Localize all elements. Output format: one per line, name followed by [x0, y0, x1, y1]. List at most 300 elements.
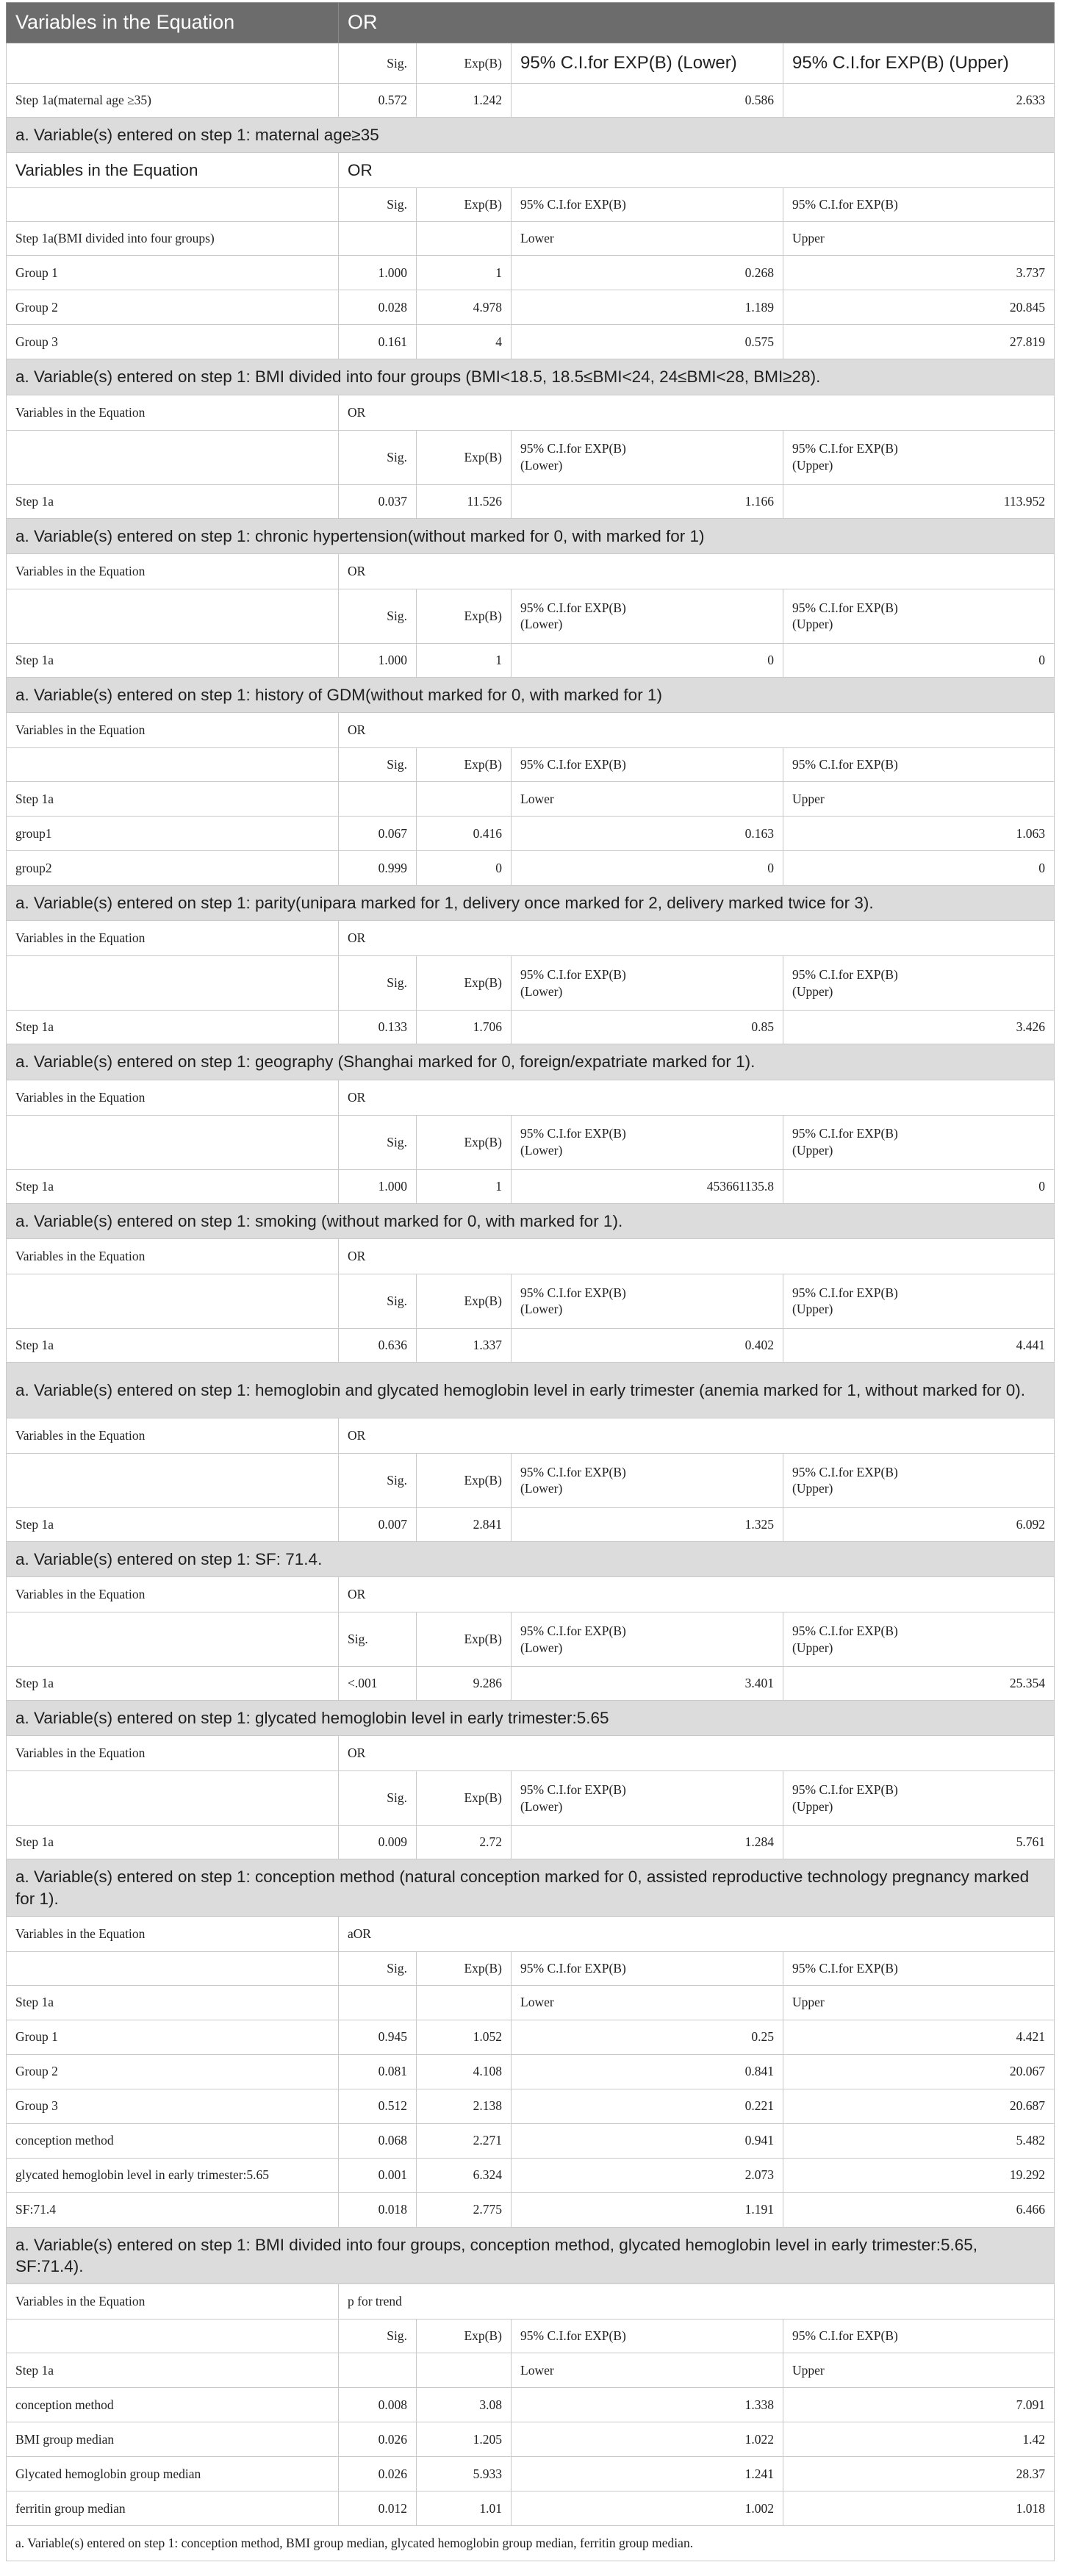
cell-ci-lower: 0.268	[512, 256, 783, 290]
cell-exp-b: 5.933	[417, 2457, 512, 2491]
column-header-ci-lower: 95% C.I.for EXP(B)	[512, 748, 783, 782]
cell-ci-upper: 0	[783, 643, 1055, 677]
table-row	[7, 2089, 1055, 2123]
section-header-label: Variables in the Equation	[7, 1418, 339, 1453]
table-row	[7, 1985, 1055, 2020]
table-column-header-row	[7, 589, 1055, 643]
table-row	[7, 2491, 1055, 2526]
table-footnote: a. Variable(s) entered on step 1: SF: 71.4.	[7, 1541, 1055, 1576]
table-row	[7, 817, 1055, 851]
table-row	[7, 2054, 1055, 2089]
cell-sig: 0.081	[339, 2054, 417, 2089]
table-footnote: a. Variable(s) entered on step 1: maternal age≥35	[7, 118, 1055, 153]
column-header-ci-lower: 95% C.I.for EXP(B) (Lower)	[512, 43, 783, 84]
cell-sig: 0.037	[339, 484, 417, 518]
table-column-header-row	[7, 1115, 1055, 1169]
cell-variable: Step 1a	[7, 2353, 339, 2388]
cell-ci-lower: 453661135.8	[512, 1169, 783, 1203]
table-footnote: a. Variable(s) entered on step 1: BMI divided into four groups (BMI<18.5, 18.5≤BMI<24, 24≤BMI<28, BMI≥28).	[7, 359, 1055, 395]
cell-sig: 0.008	[339, 2388, 417, 2422]
cell-exp-b: 4	[417, 325, 512, 359]
table-row	[7, 2158, 1055, 2192]
cell-sig: 0.028	[339, 290, 417, 325]
section-header-label: Variables in the Equation	[7, 153, 339, 188]
cell-ci-lower: 0.163	[512, 817, 783, 851]
cell-ci-upper: 5.761	[783, 1826, 1055, 1859]
cell-ci-lower: 0.575	[512, 325, 783, 359]
cell-exp-b: 2.138	[417, 2089, 512, 2123]
cell-ci-lower: Lower	[512, 222, 783, 256]
cell-sig: 0.026	[339, 2422, 417, 2457]
cell-variable: Step 1a	[7, 484, 339, 518]
cell-variable: Group 3	[7, 2089, 339, 2123]
cell-ci-upper: 28.37	[783, 2457, 1055, 2491]
column-header-exp-b: Exp(B)	[417, 430, 512, 484]
table-footnote: a. Variable(s) entered on step 1: hemoglobin and glycated hemoglobin level in early trimester (anemia marked for 1, without marked for 0).	[7, 1362, 1055, 1418]
cell-exp-b: 2.841	[417, 1507, 512, 1541]
section-header-label: Variables in the Equation	[7, 1916, 339, 1951]
cell-variable: Group 1	[7, 256, 339, 290]
table-footnote-row	[7, 518, 1055, 553]
column-header-ci-lower: 95% C.I.for EXP(B)	[512, 1951, 783, 1985]
column-header-ci-lower: 95% C.I.for EXP(B)	[512, 188, 783, 222]
table-row	[7, 851, 1055, 886]
table-row	[7, 2192, 1055, 2227]
cell-ci-lower: 1.166	[512, 484, 783, 518]
table-section-header-row	[7, 3, 1055, 43]
cell-sig: 0.068	[339, 2123, 417, 2158]
column-header-variable	[7, 1453, 339, 1507]
cell-exp-b: 2.72	[417, 1826, 512, 1859]
column-header-exp-b: Exp(B)	[417, 956, 512, 1011]
cell-variable: Step 1a	[7, 1011, 339, 1044]
cell-ci-lower: 3.401	[512, 1667, 783, 1701]
table-column-header-row	[7, 43, 1055, 84]
cell-ci-upper: 25.354	[783, 1667, 1055, 1701]
column-header-ci-lower: 95% C.I.for EXP(B)	[512, 2320, 783, 2353]
cell-ci-lower: 1.284	[512, 1826, 783, 1859]
cell-variable: Step 1a	[7, 1328, 339, 1362]
column-header-ci-upper: 95% C.I.for EXP(B)	[783, 748, 1055, 782]
table-column-header-row	[7, 1951, 1055, 1985]
column-header-sig: Sig.	[339, 2320, 417, 2353]
table-row	[7, 290, 1055, 325]
cell-ci-upper: 0	[783, 851, 1055, 886]
column-header-sig: Sig.	[339, 430, 417, 484]
section-header-measure: aOR	[339, 1916, 1055, 1951]
column-header-exp-b: Exp(B)	[417, 1951, 512, 1985]
column-header-exp-b: Exp(B)	[417, 1612, 512, 1667]
table-footnote-row	[7, 886, 1055, 921]
table-section-header-row	[7, 2284, 1055, 2320]
table-section-header-row	[7, 1080, 1055, 1115]
column-header-ci-upper: 95% C.I.for EXP(B) (Upper)	[783, 1771, 1055, 1826]
cell-variable: Group 2	[7, 290, 339, 325]
table-column-header-row	[7, 1453, 1055, 1507]
cell-sig: 0.999	[339, 851, 417, 886]
section-header-label: Variables in the Equation	[7, 395, 339, 430]
column-header-ci-lower: 95% C.I.for EXP(B) (Lower)	[512, 589, 783, 643]
column-header-ci-lower: 95% C.I.for EXP(B) (Lower)	[512, 1771, 783, 1826]
table-footnote: a. Variable(s) entered on step 1: smoking (without marked for 0, with marked for 1).	[7, 1203, 1055, 1238]
cell-exp-b: 4.978	[417, 290, 512, 325]
column-header-exp-b: Exp(B)	[417, 1771, 512, 1826]
cell-ci-upper: Upper	[783, 1985, 1055, 2020]
section-header-measure: OR	[339, 553, 1055, 589]
cell-exp-b	[417, 782, 512, 817]
column-header-variable	[7, 748, 339, 782]
cell-exp-b: 1.205	[417, 2422, 512, 2457]
table-footnote-row	[7, 1859, 1055, 1917]
table-column-header-row	[7, 1612, 1055, 1667]
column-header-ci-upper: 95% C.I.for EXP(B)	[783, 2320, 1055, 2353]
table-column-header-row	[7, 1274, 1055, 1328]
column-header-exp-b: Exp(B)	[417, 43, 512, 84]
cell-sig: 0.945	[339, 2020, 417, 2054]
cell-exp-b: 0.416	[417, 817, 512, 851]
section-header-label: Variables in the Equation	[7, 2284, 339, 2320]
cell-exp-b: 1	[417, 256, 512, 290]
cell-sig: 1.000	[339, 256, 417, 290]
cell-exp-b: 1.242	[417, 84, 512, 118]
table-row	[7, 2353, 1055, 2388]
column-header-variable	[7, 43, 339, 84]
section-header-measure: OR	[339, 1577, 1055, 1612]
cell-exp-b: 3.08	[417, 2388, 512, 2422]
cell-variable: Group 1	[7, 2020, 339, 2054]
cell-sig: 0.009	[339, 1826, 417, 1859]
cell-exp-b: 2.271	[417, 2123, 512, 2158]
cell-exp-b: 11.526	[417, 484, 512, 518]
cell-variable: Step 1a(maternal age ≥35)	[7, 84, 339, 118]
column-header-sig: Sig.	[339, 1771, 417, 1826]
cell-ci-upper: 1.42	[783, 2422, 1055, 2457]
section-header-label: Variables in the Equation	[7, 1577, 339, 1612]
table-row	[7, 325, 1055, 359]
column-header-variable	[7, 430, 339, 484]
cell-sig: 0.026	[339, 2457, 417, 2491]
column-header-variable	[7, 2320, 339, 2353]
column-header-ci-upper: 95% C.I.for EXP(B)	[783, 188, 1055, 222]
table-section-header-row	[7, 1418, 1055, 1453]
cell-exp-b: 1.337	[417, 1328, 512, 1362]
column-header-variable	[7, 1771, 339, 1826]
table-footnote-row	[7, 1362, 1055, 1418]
cell-ci-lower: 1.338	[512, 2388, 783, 2422]
table-row	[7, 643, 1055, 677]
cell-variable: Step 1a	[7, 1507, 339, 1541]
table-column-header-row	[7, 2320, 1055, 2353]
cell-ci-upper: 19.292	[783, 2158, 1055, 2192]
table-row	[7, 1169, 1055, 1203]
column-header-sig: Sig.	[339, 188, 417, 222]
cell-variable: conception method	[7, 2388, 339, 2422]
table-section-header-row	[7, 921, 1055, 956]
section-header-measure: OR	[339, 1238, 1055, 1274]
cell-ci-upper: 3.426	[783, 1011, 1055, 1044]
column-header-sig: Sig.	[339, 748, 417, 782]
column-header-variable	[7, 1115, 339, 1169]
cell-ci-lower: Lower	[512, 782, 783, 817]
table-footnote-row	[7, 118, 1055, 153]
table-row	[7, 84, 1055, 118]
variables-in-equation-table	[6, 2, 1055, 2561]
cell-ci-lower: Lower	[512, 2353, 783, 2388]
table-footnote: a. Variable(s) entered on step 1: BMI divided into four groups, conception method, glycated hemoglobin level in early trimester:5.65, SF:71.4).	[7, 2227, 1055, 2284]
table-footnote-row	[7, 1044, 1055, 1080]
table-footnote-row	[7, 677, 1055, 712]
column-header-ci-lower: 95% C.I.for EXP(B) (Lower)	[512, 1453, 783, 1507]
section-header-label: Variables in the Equation	[7, 1736, 339, 1771]
cell-sig	[339, 2353, 417, 2388]
table-row	[7, 2123, 1055, 2158]
cell-ci-lower: 1.191	[512, 2192, 783, 2227]
column-header-sig: Sig.	[339, 1453, 417, 1507]
column-header-ci-upper: 95% C.I.for EXP(B) (Upper)	[783, 1274, 1055, 1328]
column-header-ci-upper: 95% C.I.for EXP(B) (Upper)	[783, 956, 1055, 1011]
cell-exp-b: 0	[417, 851, 512, 886]
cell-ci-upper: 20.687	[783, 2089, 1055, 2123]
table-section-header-row	[7, 1916, 1055, 1951]
section-header-measure: OR	[339, 1418, 1055, 1453]
table-row	[7, 1328, 1055, 1362]
table-column-header-row	[7, 956, 1055, 1011]
section-header-measure: OR	[339, 395, 1055, 430]
cell-ci-lower: 1.022	[512, 2422, 783, 2457]
table-section-header-row	[7, 553, 1055, 589]
table-footnote: a. Variable(s) entered on step 1: conception method (natural conception marked for 0, assisted reproductive technology pregnancy marked for 1).	[7, 1859, 1055, 1917]
column-header-variable	[7, 589, 339, 643]
cell-ci-lower: 1.189	[512, 290, 783, 325]
table-footnote-row	[7, 1203, 1055, 1238]
cell-variable: Group 2	[7, 2054, 339, 2089]
cell-exp-b	[417, 2353, 512, 2388]
column-header-variable	[7, 188, 339, 222]
column-header-ci-upper: 95% C.I.for EXP(B) (Upper)	[783, 1115, 1055, 1169]
cell-ci-upper: 3.737	[783, 256, 1055, 290]
column-header-ci-lower: 95% C.I.for EXP(B) (Lower)	[512, 430, 783, 484]
cell-exp-b	[417, 1985, 512, 2020]
table-row	[7, 1826, 1055, 1859]
cell-ci-upper: 1.063	[783, 817, 1055, 851]
section-header-measure: OR	[339, 1736, 1055, 1771]
table-row	[7, 2457, 1055, 2491]
column-header-ci-lower: 95% C.I.for EXP(B) (Lower)	[512, 956, 783, 1011]
cell-ci-upper: 0	[783, 1169, 1055, 1203]
table-row	[7, 484, 1055, 518]
cell-sig: 0.018	[339, 2192, 417, 2227]
cell-ci-upper: 20.067	[783, 2054, 1055, 2089]
cell-ci-lower: 0.841	[512, 2054, 783, 2089]
cell-variable: Glycated hemoglobin group median	[7, 2457, 339, 2491]
cell-ci-upper: 20.845	[783, 290, 1055, 325]
column-header-sig: Sig.	[339, 589, 417, 643]
column-header-ci-upper: 95% C.I.for EXP(B) (Upper)	[783, 430, 1055, 484]
cell-variable: Step 1a(BMI divided into four groups)	[7, 222, 339, 256]
column-header-sig: Sig.	[339, 956, 417, 1011]
cell-sig: 0.133	[339, 1011, 417, 1044]
table-column-header-row	[7, 188, 1055, 222]
section-header-measure: OR	[339, 153, 1055, 188]
cell-ci-lower: 0	[512, 643, 783, 677]
section-header-measure: OR	[339, 921, 1055, 956]
cell-variable: ferritin group median	[7, 2491, 339, 2526]
cell-variable: group2	[7, 851, 339, 886]
cell-ci-upper: 1.018	[783, 2491, 1055, 2526]
column-header-variable	[7, 956, 339, 1011]
column-header-variable	[7, 1274, 339, 1328]
cell-sig: 0.007	[339, 1507, 417, 1541]
cell-exp-b: 2.775	[417, 2192, 512, 2227]
cell-variable: Step 1a	[7, 1667, 339, 1701]
cell-sig: 0.636	[339, 1328, 417, 1362]
cell-ci-lower: 0.221	[512, 2089, 783, 2123]
column-header-sig: Sig.	[339, 1115, 417, 1169]
column-header-sig: Sig.	[339, 1274, 417, 1328]
table-footnote-row	[7, 2526, 1055, 2561]
table-row	[7, 2422, 1055, 2457]
column-header-ci-lower: 95% C.I.for EXP(B) (Lower)	[512, 1115, 783, 1169]
table-footnote: a. Variable(s) entered on step 1: conception method, BMI group median, glycated hemoglobin group median, ferritin group median.	[7, 2526, 1055, 2561]
section-header-label: Variables in the Equation	[7, 553, 339, 589]
column-header-ci-lower: 95% C.I.for EXP(B) (Lower)	[512, 1612, 783, 1667]
column-header-exp-b: Exp(B)	[417, 589, 512, 643]
column-header-exp-b: Exp(B)	[417, 1274, 512, 1328]
cell-variable: group1	[7, 817, 339, 851]
cell-ci-upper: Upper	[783, 222, 1055, 256]
column-header-variable	[7, 1612, 339, 1667]
column-header-ci-upper: 95% C.I.for EXP(B) (Upper)	[783, 43, 1055, 84]
section-header-measure: p for trend	[339, 2284, 1055, 2320]
cell-sig	[339, 1985, 417, 2020]
column-header-sig: Sig.	[339, 1951, 417, 1985]
cell-exp-b: 1.01	[417, 2491, 512, 2526]
cell-ci-lower: 0.25	[512, 2020, 783, 2054]
cell-ci-lower: 0	[512, 851, 783, 886]
cell-ci-upper: 113.952	[783, 484, 1055, 518]
table-section-header-row	[7, 153, 1055, 188]
cell-ci-upper: 27.819	[783, 325, 1055, 359]
column-header-ci-lower: 95% C.I.for EXP(B) (Lower)	[512, 1274, 783, 1328]
cell-sig: 1.000	[339, 643, 417, 677]
cell-sig: 0.001	[339, 2158, 417, 2192]
table-footnote-row	[7, 359, 1055, 395]
cell-variable: Step 1a	[7, 643, 339, 677]
table-row	[7, 222, 1055, 256]
cell-exp-b: 1.052	[417, 2020, 512, 2054]
column-header-variable	[7, 1951, 339, 1985]
cell-variable: Step 1a	[7, 1169, 339, 1203]
cell-exp-b	[417, 222, 512, 256]
table-footnote-row	[7, 2227, 1055, 2284]
cell-exp-b: 1	[417, 643, 512, 677]
cell-variable: conception method	[7, 2123, 339, 2158]
table-section-header-row	[7, 713, 1055, 748]
table-column-header-row	[7, 1771, 1055, 1826]
column-header-exp-b: Exp(B)	[417, 188, 512, 222]
column-header-ci-upper: 95% C.I.for EXP(B)	[783, 1951, 1055, 1985]
section-header-measure: OR	[339, 1080, 1055, 1115]
table-footnote-row	[7, 1701, 1055, 1736]
cell-ci-lower: 1.241	[512, 2457, 783, 2491]
table-column-header-row	[7, 430, 1055, 484]
cell-sig	[339, 222, 417, 256]
table-row	[7, 256, 1055, 290]
table-footnote: a. Variable(s) entered on step 1: chronic hypertension(without marked for 0, with marked for 1)	[7, 518, 1055, 553]
column-header-exp-b: Exp(B)	[417, 748, 512, 782]
cell-ci-lower: Lower	[512, 1985, 783, 2020]
cell-ci-upper: Upper	[783, 2353, 1055, 2388]
cell-sig: 0.012	[339, 2491, 417, 2526]
cell-exp-b: 6.324	[417, 2158, 512, 2192]
column-header-ci-upper: 95% C.I.for EXP(B) (Upper)	[783, 1453, 1055, 1507]
cell-sig: 0.067	[339, 817, 417, 851]
cell-ci-upper: 5.482	[783, 2123, 1055, 2158]
cell-variable: Step 1a	[7, 782, 339, 817]
cell-variable: Step 1a	[7, 1985, 339, 2020]
cell-variable: glycated hemoglobin level in early trimester:5.65	[7, 2158, 339, 2192]
table-row	[7, 2388, 1055, 2422]
cell-ci-upper: Upper	[783, 782, 1055, 817]
cell-ci-upper: 6.092	[783, 1507, 1055, 1541]
table-section-header-row	[7, 1736, 1055, 1771]
table-row	[7, 1011, 1055, 1044]
table-row	[7, 1507, 1055, 1541]
column-header-ci-upper: 95% C.I.for EXP(B) (Upper)	[783, 1612, 1055, 1667]
cell-variable: SF:71.4	[7, 2192, 339, 2227]
cell-ci-lower: 1.002	[512, 2491, 783, 2526]
table-section-header-row	[7, 395, 1055, 430]
table-section-header-row	[7, 1238, 1055, 1274]
column-header-exp-b: Exp(B)	[417, 1453, 512, 1507]
table-footnote: a. Variable(s) entered on step 1: geography (Shanghai marked for 0, foreign/expatriate marked for 1).	[7, 1044, 1055, 1080]
table-footnote: a. Variable(s) entered on step 1: glycated hemoglobin level in early trimester:5.65	[7, 1701, 1055, 1736]
section-header-label: Variables in the Equation	[7, 1080, 339, 1115]
table-column-header-row	[7, 748, 1055, 782]
cell-ci-lower: 0.85	[512, 1011, 783, 1044]
cell-variable: BMI group median	[7, 2422, 339, 2457]
column-header-sig: Sig.	[339, 43, 417, 84]
cell-ci-lower: 0.586	[512, 84, 783, 118]
regression-table-container	[6, 2, 1054, 2561]
cell-exp-b: 4.108	[417, 2054, 512, 2089]
section-header-label: Variables in the Equation	[7, 921, 339, 956]
cell-sig: 0.512	[339, 2089, 417, 2123]
table-row	[7, 782, 1055, 817]
cell-ci-lower: 0.941	[512, 2123, 783, 2158]
cell-sig: 1.000	[339, 1169, 417, 1203]
cell-ci-upper: 4.441	[783, 1328, 1055, 1362]
column-header-exp-b: Exp(B)	[417, 1115, 512, 1169]
cell-ci-upper: 7.091	[783, 2388, 1055, 2422]
cell-sig: <.001	[339, 1667, 417, 1701]
column-header-ci-upper: 95% C.I.for EXP(B) (Upper)	[783, 589, 1055, 643]
cell-ci-lower: 2.073	[512, 2158, 783, 2192]
cell-sig: 0.572	[339, 84, 417, 118]
table-row	[7, 1667, 1055, 1701]
cell-exp-b: 1	[417, 1169, 512, 1203]
cell-variable: Step 1a	[7, 1826, 339, 1859]
table-footnote-row	[7, 1541, 1055, 1576]
table-row	[7, 2020, 1055, 2054]
table-footnote: a. Variable(s) entered on step 1: parity(unipara marked for 1, delivery once marked for 2, delivery marked twice for 3).	[7, 886, 1055, 921]
cell-variable: Group 3	[7, 325, 339, 359]
cell-exp-b: 9.286	[417, 1667, 512, 1701]
section-header-label: Variables in the Equation	[7, 1238, 339, 1274]
table-footnote: a. Variable(s) entered on step 1: history of GDM(without marked for 0, with marked for 1)	[7, 677, 1055, 712]
column-header-exp-b: Exp(B)	[417, 2320, 512, 2353]
cell-ci-lower: 0.402	[512, 1328, 783, 1362]
